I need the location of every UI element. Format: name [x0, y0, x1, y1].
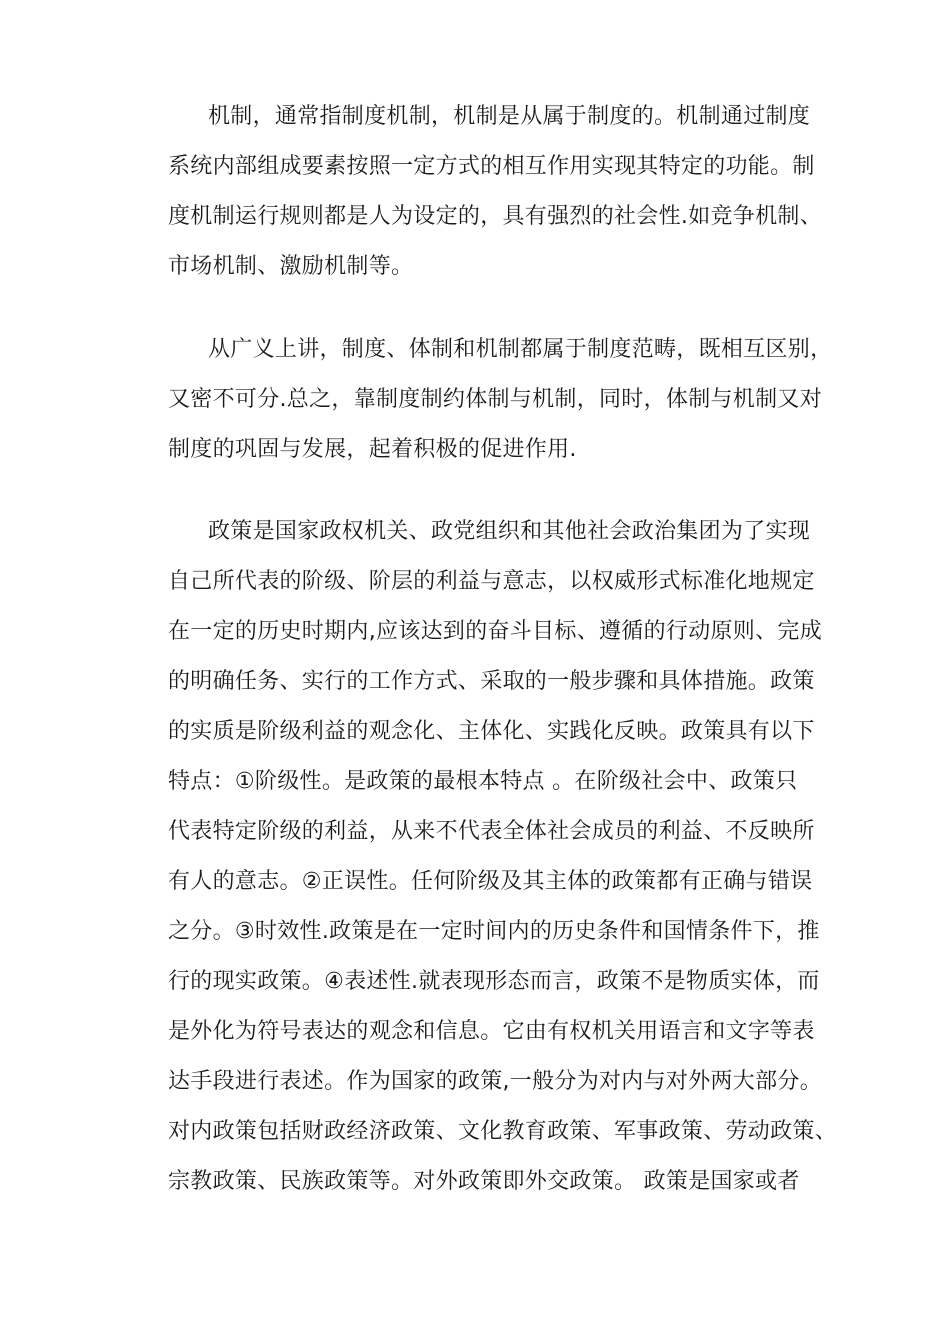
paragraph-line: 制度的巩固与发展，起着积极的促进作用.: [168, 437, 577, 462]
paragraph-line: 的实质是阶级利益的观念化、主体化、实践化反映。政策具有以下: [168, 719, 815, 744]
paragraph-line: 对内政策包括财政经济政策、文化教育政策、军事政策、劳动政策、: [168, 1119, 838, 1144]
paragraph-line: 行的现实政策。④表述性.就表现形态而言，政策不是物质实体，而: [168, 969, 820, 994]
paragraph-line: 在一定的历史时期内,应该达到的奋斗目标、遵循的行动原则、完成: [168, 619, 822, 644]
paragraph-line: 自己所代表的阶级、阶层的利益与意志，以权威形式标准化地规定: [168, 569, 815, 594]
paragraph-line: 的明确任务、实行的工作方式、采取的一般步骤和具体措施。政策: [168, 669, 815, 694]
paragraph-line: 机制，通常指制度机制，机制是从属于制度的。机制通过制度: [208, 104, 811, 129]
paragraph-line: 达手段进行表述。作为国家的政策,一般分为对内与对外两大部分。: [168, 1069, 822, 1094]
paragraph-line: 宗教政策、民族政策等。对外政策即外交政策。 政策是国家或者: [168, 1169, 800, 1194]
paragraph-line: 度机制运行规则都是人为设定的，具有强烈的社会性.如竞争机制、: [168, 204, 822, 229]
paragraph-line: 特点：①阶级性。是政策的最根本特点 。在阶级社会中、政策只: [168, 769, 798, 794]
paragraph-line: 有人的意志。②正误性。任何阶级及其主体的政策都有正确与错误: [168, 869, 813, 894]
paragraph-policy: [168, 517, 838, 1217]
paragraph-line: 市场机制、激励机制等。: [168, 254, 414, 279]
paragraph-line: 政策是国家政权机关、政党组织和其他社会政治集团为了实现: [208, 519, 811, 544]
paragraph-line: 代表特定阶级的利益，从来不代表全体社会成员的利益、不反映所: [168, 819, 815, 844]
paragraph-line: 是外化为符号表达的观念和信息。它由有权机关用语言和文字等表: [168, 1019, 815, 1044]
paragraph-line: 又密不可分.总之，靠制度制约体制与机制，同时，体制与机制又对: [168, 387, 822, 412]
paragraph-mechanism: [168, 102, 822, 302]
paragraph-line: 从广义上讲，制度、体制和机制都属于制度范畴，既相互区别，: [208, 337, 833, 362]
paragraph-summary: [168, 335, 833, 485]
paragraph-line: 系统内部组成要素按照一定方式的相互作用实现其特定的功能。制: [168, 154, 815, 179]
paragraph-line: 之分。③时效性.政策是在一定时间内的历史条件和国情条件下，推: [168, 919, 820, 944]
